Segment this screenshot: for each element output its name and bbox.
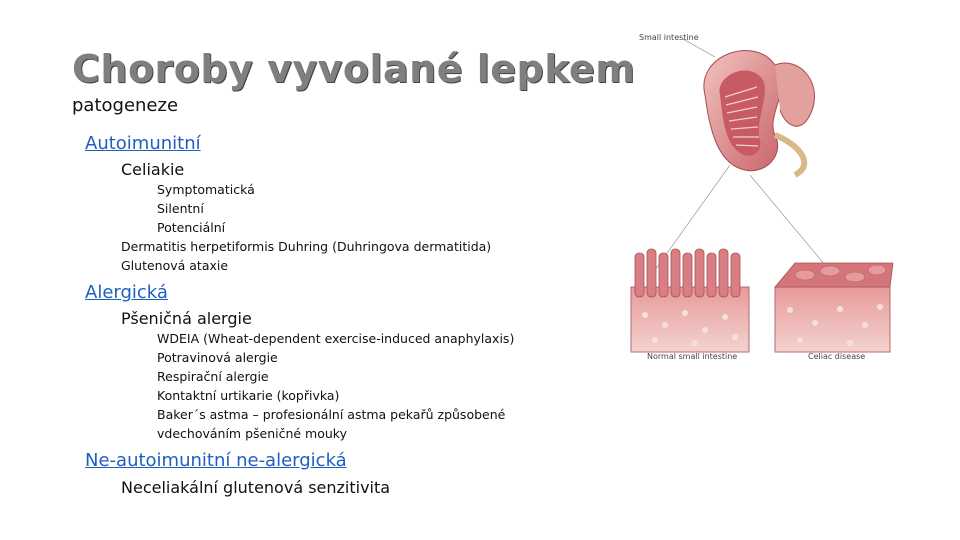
slide-subtitle: patogeneze	[72, 95, 179, 116]
list-item-wdeia: WDEIA (Wheat-dependent exercise-induced anaphylaxis)	[157, 331, 515, 346]
slide-title: Choroby vyvolané lepkem	[72, 47, 636, 91]
section-heading-allergic[interactable]: Alergická	[85, 282, 168, 303]
list-item-potravinova: Potravinová alergie	[157, 350, 278, 365]
list-item-potencialni: Potenciální	[157, 220, 226, 235]
list-item-kontaktni: Kontaktní urtikarie (kopřivka)	[157, 388, 340, 403]
intestine-illustration	[625, 25, 895, 365]
label-small-intestine: Small intestine	[639, 33, 699, 42]
list-item-dermatitis: Dermatitis herpetiformis Duhring (Duhringova dermatitida)	[121, 239, 492, 254]
label-celiac-disease: Celiac disease	[808, 352, 866, 361]
list-item-ataxie: Glutenová ataxie	[121, 258, 229, 273]
list-item-bakers-astma-cont: vdechováním pšeničné mouky	[157, 426, 347, 441]
label-normal-intestine: Normal small intestine	[647, 352, 738, 361]
list-item-celiakie: Celiakie	[121, 160, 185, 179]
intestine-svg	[625, 25, 895, 365]
list-item-psenicna-alergie: Pšeničná alergie	[121, 309, 252, 328]
section-heading-non-autoimmune[interactable]: Ne-autoimunitní ne-alergická	[85, 450, 347, 471]
list-item-ncgs: Neceliakální glutenová senzitivita	[121, 478, 391, 497]
list-item-respiracni: Respirační alergie	[157, 369, 269, 384]
list-item-silentni: Silentní	[157, 201, 204, 216]
list-item-symptomaticka: Symptomatická	[157, 182, 255, 197]
list-item-bakers-astma: Baker´s astma – profesionální astma pekařů způsobené	[157, 407, 506, 422]
section-heading-autoimmune[interactable]: Autoimunitní	[85, 133, 201, 154]
